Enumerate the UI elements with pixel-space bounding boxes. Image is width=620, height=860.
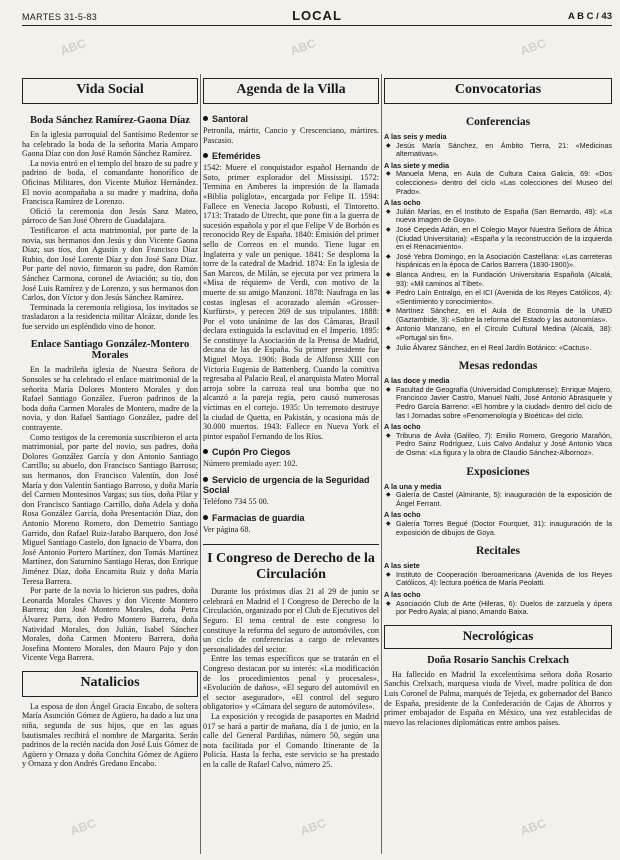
bullet-icon bbox=[203, 449, 208, 454]
event-item: ◆ Julián Marías, en el Instituto de España (San Bernardo, 49): «La nueva imagen de Goya». bbox=[384, 208, 612, 225]
paragraph: Terminada la ceremonia religiosa, los invitados se trasladaron a la residencia militar Alcázar, donde les fue servido un espléndido vino de honor. bbox=[22, 302, 198, 331]
time-label: A las ocho bbox=[384, 510, 421, 520]
paragraph: Por parte de la novia lo hicieron sus padres, doña Leonarda Morales Chaves y don Vicente Montero Barrera; don José Montero Morales, doña Petra Álvarez Parra, don Pedro Montero Barrera, doña Natividad Morales, don Julián, Isabel Sánchez Morales, doña Carmen Montero Barrera, doña Josefina Montero Morales, don Mauro Pajo y don Vicente Vega Barrera. bbox=[22, 586, 198, 663]
farmacias-heading-text: Farmacias de guardia bbox=[212, 512, 305, 523]
farmacias-heading bbox=[203, 513, 379, 523]
cupon-heading-text: Cupón Pro Ciegos bbox=[212, 447, 291, 458]
column-divider bbox=[381, 74, 382, 854]
event-item: ◆ Asociación Club de Arte (Hileras, 6): Duelos de zarzuela y ópera por Pedro Ayala; al piano, Amando Baixa. bbox=[384, 600, 612, 617]
cupon-heading bbox=[203, 447, 379, 457]
paragraph: Testificaron el acta matrimonial, por parte de la novia, sus hermanos don Jesús y don Vicente Gaona Díaz; sus tíos, don Agustín y don Francisco Díaz Rubio, don José Lorente Díaz y don José Sanz Díaz. Por parte del novio, firmaron su padre, don Ramón Sánchez Carmona, coronel de Aviación; su tío, don José Luis Ramírez y de Lorenzo, y sus hermanos don Carlos, don Víctor y don Jesús Sánchez Ramírez. bbox=[22, 225, 198, 303]
santoral-heading-text: Santoral bbox=[212, 114, 249, 124]
event-item: ◆ Antonio Manzano, en el Círculo Cultural Medina (Alcalá, 38): «Portugal sin fin». bbox=[384, 325, 612, 342]
event-item: ◆ Galería de Castel (Almirante, 5): inauguración de la exposición de Ángel Ferrant. bbox=[384, 491, 612, 508]
bullet-icon bbox=[203, 477, 208, 482]
urgencia-heading-text: Servicio de urgencia de la Seguridad Social bbox=[203, 475, 370, 495]
exposiciones-heading: Exposiciones bbox=[466, 465, 530, 478]
watermark: ABC bbox=[58, 35, 88, 59]
convocatorias-column bbox=[384, 108, 612, 860]
time-label: A las ocho bbox=[384, 422, 421, 432]
santoral-text: Petronila, mártir, Cancio y Crescenciano, mártires. Pascasio. bbox=[203, 126, 379, 145]
time-label: A las siete y media bbox=[384, 160, 450, 170]
masthead bbox=[22, 8, 612, 26]
event-item: ◆ Manuela Mena, en Aula de Cultura Caixa Galicia, 69: «Dos colecciones» dentro del ciclo «Las colecciones del Museo del Prado». bbox=[384, 170, 612, 196]
bullet-icon bbox=[203, 153, 208, 158]
paragraph: Ofició la ceremonia don Jesús Sanz Mateo, párroco de San José Obrero de Guadalajara. bbox=[22, 206, 198, 226]
issue-date: MARTES 31-5-83 bbox=[22, 12, 98, 22]
paragraph: En la iglesia parroquial del Santísimo Redentor se ha celebrado la boda de la señorita María Amparo Gaona Díaz con don José Ramón Sánchez Ramírez. bbox=[22, 130, 198, 159]
time-label: A las ocho bbox=[384, 198, 421, 208]
mesas-list bbox=[384, 377, 612, 457]
convocatorias-banner: Convocatorias bbox=[384, 78, 612, 104]
paragraph: La esposa de don Ángel Gracia Encabo, de soltera María Asunción Gómez de Agüero, ha dado a luz una niña, segunda de sus hijos, que en las aguas bautismales recibirá el nombre de Margarita. Serán padrinos de la recién nacida don José Luis Gómez de Agüero y Ornaza y doña Conchita Gómez de Agüero y Ornaza y don Andrés Gredano Encabo. bbox=[22, 701, 198, 769]
event-item: ◆ Martínez Sánchez, en el Aula de Economía de la UNED (Gaztambide, 3): «Sobre la reforma del Estado y las autonomías». bbox=[384, 307, 612, 324]
time-label: A las doce y media bbox=[384, 376, 450, 386]
watermark: ABC bbox=[518, 815, 548, 839]
event-item: ◆ Instituto de Cooperación Iberoamericana (Avenida de los Reyes Católicos, 4): lectura poética de María Peolatti. bbox=[384, 571, 612, 588]
necrologica-headline: Doña Rosario Sanchis Crelxach bbox=[427, 654, 569, 666]
paragraph: En la madrileña iglesia de Nuestra Señora de Sonsoles se ha celebrado el enlace matrimonial de la señorita María Dolores Montero Morales y don Rafael Santiago González. Fueron padrinos de la boda doña Carmen Morales de Montero, madre de la novia, y don Rafael Santiago González, padre del contrayente. bbox=[22, 365, 198, 433]
paragraph: Como testigos de la ceremonia suscribieron el acta matrimonial, por parte del novio, sus padres, doña Dolores González García y don Antonio Santiago Carrillo; su abuelo, don Francisco Santiago Barroso; sus hermanos, don Francisco Valentín, don José María y don Valentín Santiago Barroso, y doña María del Carmen Montesinos Vargas; sus tíos, doña Pilar y don Francisco Santiago Carrillo, doña Adela y doña Rosa González García, doña Presentación Díaz, don Antonio Moreno Romero, don Demetrio Santiago Garrido, don Rafael Ruiz-Jarabo Barquero, don José Miguel Santiago Castelo, don Ignacio de Ybarra, don José Antonio Portero Martínez, don Tomás Martínez Martínez, don Saturnino Santiago Heras, don Enrique Jiménez Díaz, doña Encarnita Ruiz y doña María Teresa Barrera. bbox=[22, 432, 198, 586]
time-label: A las ocho bbox=[384, 589, 421, 599]
efemerides-text: 1542: Muere el conquistador español Hernando de Soto, primer explorador del Mississipi. 1572: Termina en Amberes la impresión de la llamada «Biblia políglota», encargada por Felipe II. 1594: Fallece en Venecia Jacopo Robusti, el Tintoretto. 1713: Tratado de Utrecht, que pone fin a la guerra de sucesión española y por el que Felipe V de Borbón es reconocido Rey de España. 1840: Emisión del primer sello de Correos en el mundo. Tiene lugar en Inglaterra y vale un penique. 1841: Se desploma la torre de la catedral de Madrid. 1874: En la iglesia de San Marcos, de Milán, se ejecuta por vez primera la «Misa de réquiem» de Verdi, con motivo de la muerte de su amigo Manzoni. 1878: Naufraga en las costas inglesas el acorazado alemán «Grosser-Kurfürst», y perecen 269 de sus tripulantes. 1888: Por el voto unánime de las dos Cámaras, Brasil declara extinguida la esclavitud en el Imperio. 1895: Se constituye la Asociación de la Prensa de Madrid, decana de las de España. Su primer presidente fue Miguel Moya. 1906: Boda de Alfonso XIII con Victoria Eugenia de Battenberg. Cuando la comitiva regresaba al Palacio Real, el anarquista Mateo Morral arroja sobre la carroza real una bomba que no alcanzó a la pareja regia, pero causó numerosas víctimas en el cortejo. 1935: Un terremoto destruye la ciudad de Quetta, en Pakistán, y ocasiona más de 30.000 muertos. 1943: Fallece en Nueva York el pintor español Fernando de los Ríos. bbox=[203, 163, 379, 441]
necrologicas-banner: Necrológicas bbox=[384, 625, 612, 649]
efemerides-heading-text: Efemérides bbox=[212, 151, 261, 162]
conferencias-list bbox=[384, 133, 612, 352]
paragraph: La novia entró en el templo del brazo de su padre y padrino de boda, el comandante honorífico de Oficinas Militares, don Vicente Muñoz Hernández. El novio acompañaba a su madre y madrina, doña Francisca Ramírez de Lorenzo. bbox=[22, 158, 198, 207]
mesas-heading: Mesas redondas bbox=[458, 360, 538, 373]
urgencia-heading bbox=[203, 475, 379, 495]
agenda-banner: Agenda de la Villa bbox=[203, 78, 379, 104]
event-item: ◆ Blanca Andreu, en la Fundación Universitaria Española (Alcalá, 93): «Mil caminos al Tíbet». bbox=[384, 271, 612, 288]
event-item: ◆ Tribuna de Ávila (Galileo, 7): Emilio Romero, Gregorio Marañón, Pedro Sainz Rodríguez, Luis Calvo Andaluz y José Antonio Vaca de Osma: «La figura y la obra de Claudio Sánchez-Albornoz». bbox=[384, 432, 612, 458]
exposiciones-list bbox=[384, 483, 612, 538]
watermark: ABC bbox=[518, 35, 548, 59]
section-title: LOCAL bbox=[292, 8, 342, 23]
efemerides-heading bbox=[203, 151, 379, 161]
recitales-list bbox=[384, 562, 612, 617]
bullet-icon bbox=[203, 515, 208, 520]
paragraph: La exposición y recogida de pasaportes en Madrid 017 se hará a partir de mañana, día 1 de junio, en la calle del General Pardiñas, número 50, según una nota facilitada por el Comando Itinerante de la Policía. Hasta la fecha, este servicio se ha prestado en la calle de Rafael Calvo, número 25. bbox=[203, 711, 379, 769]
enlace-headline: Enlace Santiago González-Montero Morales bbox=[30, 339, 190, 362]
paragraph: Entre los temas específicos que se tratarán en el Congreso destacan por su interés: «La modificación de los procedimientos penal y procesales», «Evolución de daños», «El seguro del automóvil en el sector asegurador», «El control del seguro obligatorio» y «Cámara del seguro de automóviles». bbox=[203, 654, 379, 712]
cupon-text: Número premiado ayer: 102. bbox=[203, 459, 298, 469]
natalicios-banner: Natalicios bbox=[22, 671, 198, 697]
enlace-article bbox=[22, 365, 198, 662]
event-item: ◆ José Yebra Domingo, en la Asociación Castellana: «Las carreteras hispánicas en la época de Carlos Barrera (1830-1900)». bbox=[384, 253, 612, 270]
recitales-heading: Recitales bbox=[475, 545, 521, 558]
conferencias-heading: Conferencias bbox=[465, 116, 531, 128]
event-item: ◆ Jesús María Sánchez, en Ámbito Tierra, 21: «Medicinas alternativas». bbox=[384, 142, 612, 159]
vida-social-column bbox=[22, 110, 198, 860]
paragraph: Durante los próximos días 21 al 29 de junio se celebrará en Madrid el I Congreso de Derecho de la Circulación, organizado por el Club de Ejecutivos del Seguro. El tema central de este congreso lo constituye la reforma del seguro de automóviles, con un ciclo de conferencias a cargo de relevantes personalidades del sector. bbox=[203, 587, 379, 654]
boda-article bbox=[22, 130, 198, 331]
farmacias-text: Ver página 68. bbox=[203, 524, 251, 534]
watermark: ABC bbox=[288, 35, 318, 59]
boda-headline: Boda Sánchez Ramírez-Gaona Díaz bbox=[30, 115, 190, 126]
time-label: A las seis y media bbox=[384, 132, 447, 141]
watermark: ABC bbox=[68, 815, 98, 839]
necrologica-article bbox=[384, 670, 612, 728]
bullet-icon bbox=[203, 116, 208, 121]
separator bbox=[203, 544, 379, 545]
event-item: ◆ Pedro Laín Entralgo, en el ICI (Avenida de los Reyes Católicos, 4): «Sentimiento y conocimiento». bbox=[384, 289, 612, 306]
agenda-column bbox=[203, 108, 379, 860]
page-number: A B C / 43 bbox=[568, 11, 612, 22]
vida-social-banner: Vida Social bbox=[22, 78, 198, 104]
event-item: ◆ Galería Torres Begué (Doctor Fourquet, 31): inauguración de la exposición de dibujos de Goya. bbox=[384, 520, 612, 537]
event-item: ◆ José Cepeda Adán, en el Colegio Mayor Nuestra Señora de África (Ciudad Universitaria): «España y la reconstrucción de la izquierda en el Renacimiento». bbox=[384, 226, 612, 252]
watermark: ABC bbox=[298, 815, 328, 839]
urgencia-text: Teléfono 734 55 00. bbox=[203, 497, 269, 506]
congreso-article bbox=[203, 587, 379, 769]
paragraph: Ha fallecido en Madrid la excelentísima señora doña Rosario Sanchis Crelxach, marquesa viuda de Vivel, madre política de don Luis Coronel de Palma, marqués de Tejeda, ex gobernador del Banco de España, presidente de la Confederación de Cajas de Ahorros y primer embajador de España en México, una vez establecidas de nuevo las relaciones diplomáticas entre ambos países. bbox=[384, 669, 612, 727]
santoral-heading bbox=[203, 114, 379, 124]
time-label: A las siete bbox=[384, 561, 420, 571]
time-label: A la una y media bbox=[384, 481, 442, 491]
natalicios-article bbox=[22, 702, 198, 769]
congreso-headline: I Congreso de Derecho de la Circulación bbox=[207, 551, 375, 583]
column-divider bbox=[200, 74, 201, 854]
event-item: ◆ Facultad de Geografía (Universidad Complutense): Enrique Majero, Francisco Javier Castro, Manuel Nalti, José Antonio Abrasquete y Pedro García Barreno: «El hombre y la ciudad» dentro del ciclo de las I Jornadas sobre «Fenomenología y Bioética» del ciclo. bbox=[384, 386, 612, 420]
event-item: ◆ Julio Álvarez Sánchez, en el Real Jardín Botánico: «Cactus». bbox=[384, 344, 612, 353]
